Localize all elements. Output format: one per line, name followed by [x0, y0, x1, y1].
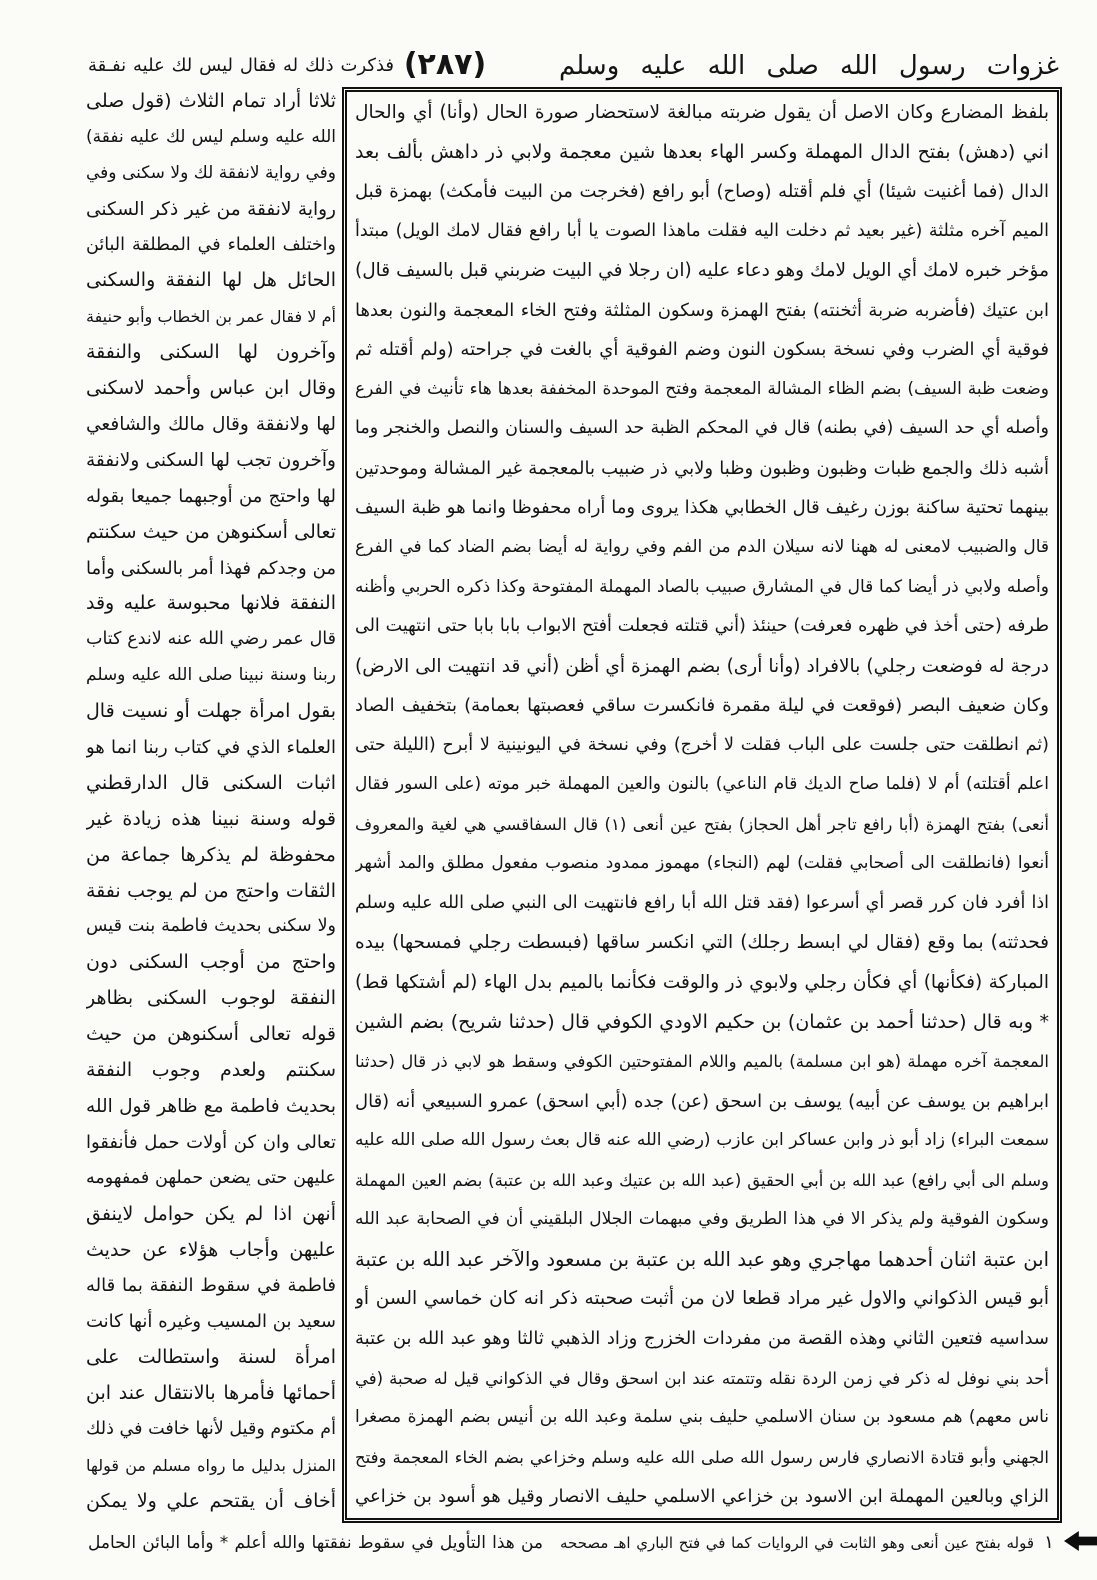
margin-text-line: الثقات واحتج من لم يوجب نفقة [86, 879, 336, 902]
main-text-line: ابراهيم بن يوسف عن أبيه) يوسف بن اسحق (عن) جده (أبي اسحق) عمرو السبيعي أنه (قال [355, 1090, 1049, 1112]
main-text-line: أنعى) بفتح الهمزة (أبا رافع تاجر أهل الحجاز) بفتح عين أنعى (١) قال السفاقسي هي لغية والمعروف [355, 814, 1049, 834]
footnote-text: قوله بفتح عين أنعى وهو الثابت في الروايات كما في فتح الباري اهـ مصححه [560, 1534, 1034, 1552]
margin-text-line: عليهن وأجاب هؤلاء عن حديث [86, 1238, 336, 1261]
margin-text-line: النفقة فلانها محبوسة عليه وقد [86, 592, 336, 615]
main-text-line: مؤخر خبره لامك أي الويل لامك وهو دعاء عليه (ان رجلا في البيت ضربني قبل بالسيف قال) [355, 260, 1049, 282]
margin-text-line: تعالى وان كن أولات حمل فأنفقوا [86, 1131, 336, 1153]
margin-text-line: اثبات السكنى قال الدارقطني [86, 771, 336, 794]
main-text-column [355, 93, 1049, 1517]
main-text-line: المباركة (فكأنها) أي فكأن رجلي ولابوي ذر والوقت فكأنما بالميم بدل الهاء (لم أشتكها قط) [355, 972, 1049, 994]
margin-text-line: العلماء الذي في كتاب ربنا انما هو [86, 737, 336, 759]
margin-text-line: سكنتم ولعدم وجوب النفقة [86, 1059, 336, 1082]
main-text-line: أنعوا (فانطلقت الى أصحابي فقلت) لهم (النجاء) مهموز ممدود منصوب مفعول مطلق والمد أشهر [355, 853, 1049, 874]
margin-text-line: المنزل بدليل ما رواه مسلم من قولها [86, 1455, 336, 1475]
main-text-line: اذا أفرد فان كرر قصر أي أسرعوا (فقد قتل الله أبا رافع فانتهيت الى النبي صلى الله عليه وسلم [355, 892, 1049, 913]
main-text-line: وكان ضعيف البصر (فوقعت في ليلة مقمرة فانكسرت ساقي فعصبتها بعمامة) بتخفيف الصاد [355, 695, 1049, 717]
main-text-line: قال والضبيب لامعنى له ههنا لانه سيلان الدم من الفم وفي رواية له أيضا بضم الضاد كما في الفرع [355, 537, 1049, 558]
main-text-line: ناس معهم) هم مسعود بن سنان الاسلمي حليف بني سلمة وعبد الله بن أنيس بضم الهمزة مصغرا [355, 1407, 1049, 1428]
margin-text-line: وفي رواية لانفقة لك ولا سكنى وفي [86, 162, 336, 183]
margin-text-line: قوله تعالى أسكنوهن من حيث [86, 1023, 336, 1046]
main-text-line: سداسيه فتعين الثاني وهذه القصة من مفردات الخزرج وزاد الذهبي ثالثا وهو عبد الله بن عتبة [355, 1327, 1049, 1349]
margin-text-line: النفقة لوجوب السكنى بظاهر [86, 987, 336, 1010]
margin-text-line: لها ولانفقة وقال مالك والشافعي [86, 414, 336, 436]
main-text-line: فحدثته) بما وقع (فقال لي ابسط رجلك) التي انكسر ساقها (فبسطت رجلي فمسحها) بيده [355, 932, 1049, 954]
main-text-line: أشبه ذلك والجمع ظبات وظبون وظبون وظبا ولابي ذر ضبيب بالمعجمة غير المشالة وموحدتين [355, 457, 1049, 479]
main-text-line: وضعت ظبة السيف) بضم الظاء المشالة المعجمة وفتح الموحدة المخففة بعدها هاء تأنيث في الفرع [355, 378, 1049, 399]
margin-text-line: أم لا فقال عمر بن الخطاب وأبو حنيفة [86, 307, 336, 327]
main-text-line: بينهما تحتية ساكنة بوزن رغيف قال الخطابي هكذا يروى وما أراه محفوظا وانما هو ظبة السيف [355, 497, 1049, 519]
main-text-line: بلفظ المضارع وكان الاصل أن يقول ضربته مبالغة لاستحضار صورة الحال (وأنا) أي والحال [355, 102, 1049, 123]
margin-text-line: قوله وسنة نبينا هذه زيادة غير [86, 807, 336, 830]
main-text-line: فوقية أي الضرب وفي نسخة بسكون النون وضم الفوقية أي بالغت في جراحته (ولم أقتله ثم [355, 339, 1049, 361]
main-text-line: سمعت البراء) زاد أبو ذر وابن عساكر ابن عازب (رضي الله عنه قال بعث رسول الله صلى الله عليه [355, 1130, 1049, 1151]
main-text-line: ابن عتبة اثنان أحدهما مهاجري وهو عبد الله بن عتبة بن مسعود والآخر عبد الله بن عتبة [355, 1247, 1049, 1271]
running-head: فذكرت ذلك له فقال ليس لك عليه نفـقة [88, 55, 394, 76]
page-number: (٢٨٧) [403, 47, 487, 82]
margin-text-line: وآخرون تجب لها السكنى ولانفقة [86, 449, 336, 471]
margin-continuation: من هذا التأويل في سقوط نفقتها والله أعلم * وأما البائن الحامل [88, 1533, 543, 1553]
main-text-line: ابن عتيك (فأضربه ضربة أثخنته) بفتح الهمزة وسكون المثلثة وفتح الخاء المعجمة والنون بعدها [355, 299, 1049, 321]
main-text-line: الدال (فما أغنيت شيئا) أي فلم أقتله (وصاح) أبو رافع (فخرجت من البيت فأمكث) بهمزة قبل [355, 181, 1049, 203]
footnote-number: ١ [1044, 1532, 1054, 1553]
main-text-line: الزاي وبالعين المهملة ابن الاسود بن خزاعي الاسلمي حليف الانصار وقيل هو أسود بن خزاعي [355, 1486, 1049, 1508]
main-text-line: وأصله ولابي ذر أيضا كما قال في المشارق صبيب بالصاد المهملة المفتوحة وكذا ذكره الحربي وأظنه [355, 576, 1049, 597]
main-text-line: أحد بني نوفل له ذكر في زمن الردة نقله وتتمته عند ابن اسحق وقال في الذكواني قيل له صحبة (في [355, 1368, 1049, 1388]
main-text-line: طرفه (حتى أخذ في ظهره فعرفت) حينئذ (أني قتلته فجعلت أفتح الابواب بابا بابا حتى انتهيت الى [355, 616, 1049, 637]
margin-text-line: الله عليه وسلم ليس لك عليه نفقة) [86, 126, 336, 147]
margin-text-line: سعيد بن المسيب وغيره أنها كانت [86, 1311, 336, 1333]
margin-text-line: ولا سكنى بحديث فاطمة بنت قيس [86, 916, 336, 937]
main-text-line: أبو قيس الذكواني والاول غير مراد قطعا لان من أثبت صحبته ذكر انه كان خماسي السن أو [355, 1288, 1049, 1310]
margin-text-line: أخاف أن يقتحم علي ولا يمكن [86, 1489, 336, 1512]
margin-text-line: من وجدكم فهذا أمر بالسكنى وأما [86, 557, 336, 579]
margin-text-line: عليهن حتى يضعن حملهن فمفهومه [86, 1167, 336, 1188]
margin-text-line: امرأة لسنة واستطالت على [86, 1346, 336, 1369]
margin-text-line: أحمائها فأمرها بالانتقال عند ابن [86, 1382, 336, 1405]
margin-text-line: قال عمر رضي الله عنه لاندع كتاب [86, 629, 336, 650]
margin-text-line: بحديث فاطمة مع ظاهر قول الله [86, 1095, 336, 1117]
margin-text-line: تعالى أسكنوهن من حيث سكنتم [86, 520, 336, 543]
main-text-line: الميم آخره مثلثة (غير بعيد ثم دخلت اليه فقلت ماهذا الصوت يا أبا رافع فقال لامك الويل) مبتدأ [355, 220, 1049, 241]
main-text-line: وسكون الفوقية ولم يذكر الا في هذا الطريق وفي مبهمات الجلال البلقيني أن في الصحابة عبد الله [355, 1209, 1049, 1230]
main-text-line: اني (دهش) بفتح الدال المهملة وكسر الهاء بعدها شين معجمة ولابي ذر داهش بألف بعد [355, 140, 1049, 163]
margin-text-line: بقول امرأة جهلت أو نسيت قال [86, 700, 336, 723]
margin-text-line: فاطمة في سقوط النفقة بما قاله [86, 1275, 336, 1297]
main-text-line: (ثم انطلقت حتى جلست على الباب فقلت لا أخرج) وفي نسخة في اليونينية لا أبرح (الليلة حتى [355, 734, 1049, 755]
margin-text-line: أم مكتوم وقيل لأنها خافت في ذلك [86, 1418, 336, 1439]
margin-text-line: الحائل هل لها النفقة والسكنى [86, 269, 336, 292]
chapter-title: غزوات رسول الله صلى الله عليه وسلم [559, 51, 1059, 81]
margin-text-line: واحتج من أوجب السكنى دون [86, 951, 336, 974]
main-text-line: وأصله أي حد السيف (في بطنه) قال في المحكم الظبة حد السيف والسنان والنصل والخنجر وما [355, 418, 1049, 439]
margin-commentary-column [86, 84, 336, 1520]
margin-text-line: وقال ابن عباس وأحمد لاسكنى [86, 377, 336, 400]
margin-text-line: أنهن اذا لم يكن حوامل لاينفق [86, 1202, 336, 1225]
main-text-line: الجهني وأبو قتادة الانصاري فارس رسول الله صلى الله عليه وسلم وخزاعي بضم الخاء المعجمة وفتح [355, 1447, 1049, 1467]
margin-text-line: واختلف العلماء في المطلقة البائن [86, 234, 336, 255]
margin-text-line: ثلاثا أراد تمام الثلاث (قول صلى [86, 90, 336, 112]
margin-text-line: محفوظة لم يذكرها جماعة من [86, 843, 336, 866]
main-text-line: درجة له فوضعت رجلي) بالافراد (وأنا أرى) بضم الهمزة أي أظن (أني قد انتهيت الى الارض) [355, 655, 1049, 677]
main-text-line: * وبه قال (حدثنا أحمد بن عثمان) بن حكيم الاودي الكوفي قال (حدثنا شريح) بضم الشين [355, 1010, 1049, 1033]
main-text-line: المعجمة آخره مهملة (هو ابن مسلمة) بالميم واللام المفتوحتين الكوفي وسقط هو لابي ذر قال (حدثنا [355, 1052, 1049, 1072]
margin-text-line: لها واحتج من أوجبهما جميعا بقوله [86, 485, 336, 507]
margin-text-line: رواية لانفقة من غير ذكر السكنى [86, 198, 336, 220]
bookmark-arrow-icon [1064, 1531, 1097, 1551]
main-text-line: اعلم أقتلته) أم لا (فلما صاح الديك قام الناعي) بالنون والعين المهملة خبر موته (على السور فقال [355, 774, 1049, 795]
margin-text-line: ربنا وسنة نبينا صلى الله عليه وسلم [86, 665, 336, 686]
margin-text-line: وآخرون لها السكنى والنفقة [86, 341, 336, 364]
main-text-line: وسلم الى أبي رافع) عبد الله بن أبي الحقيق (عبد الله بن عتيك وعبد الله بن عتبة) بضم العين المهملة [355, 1170, 1049, 1190]
